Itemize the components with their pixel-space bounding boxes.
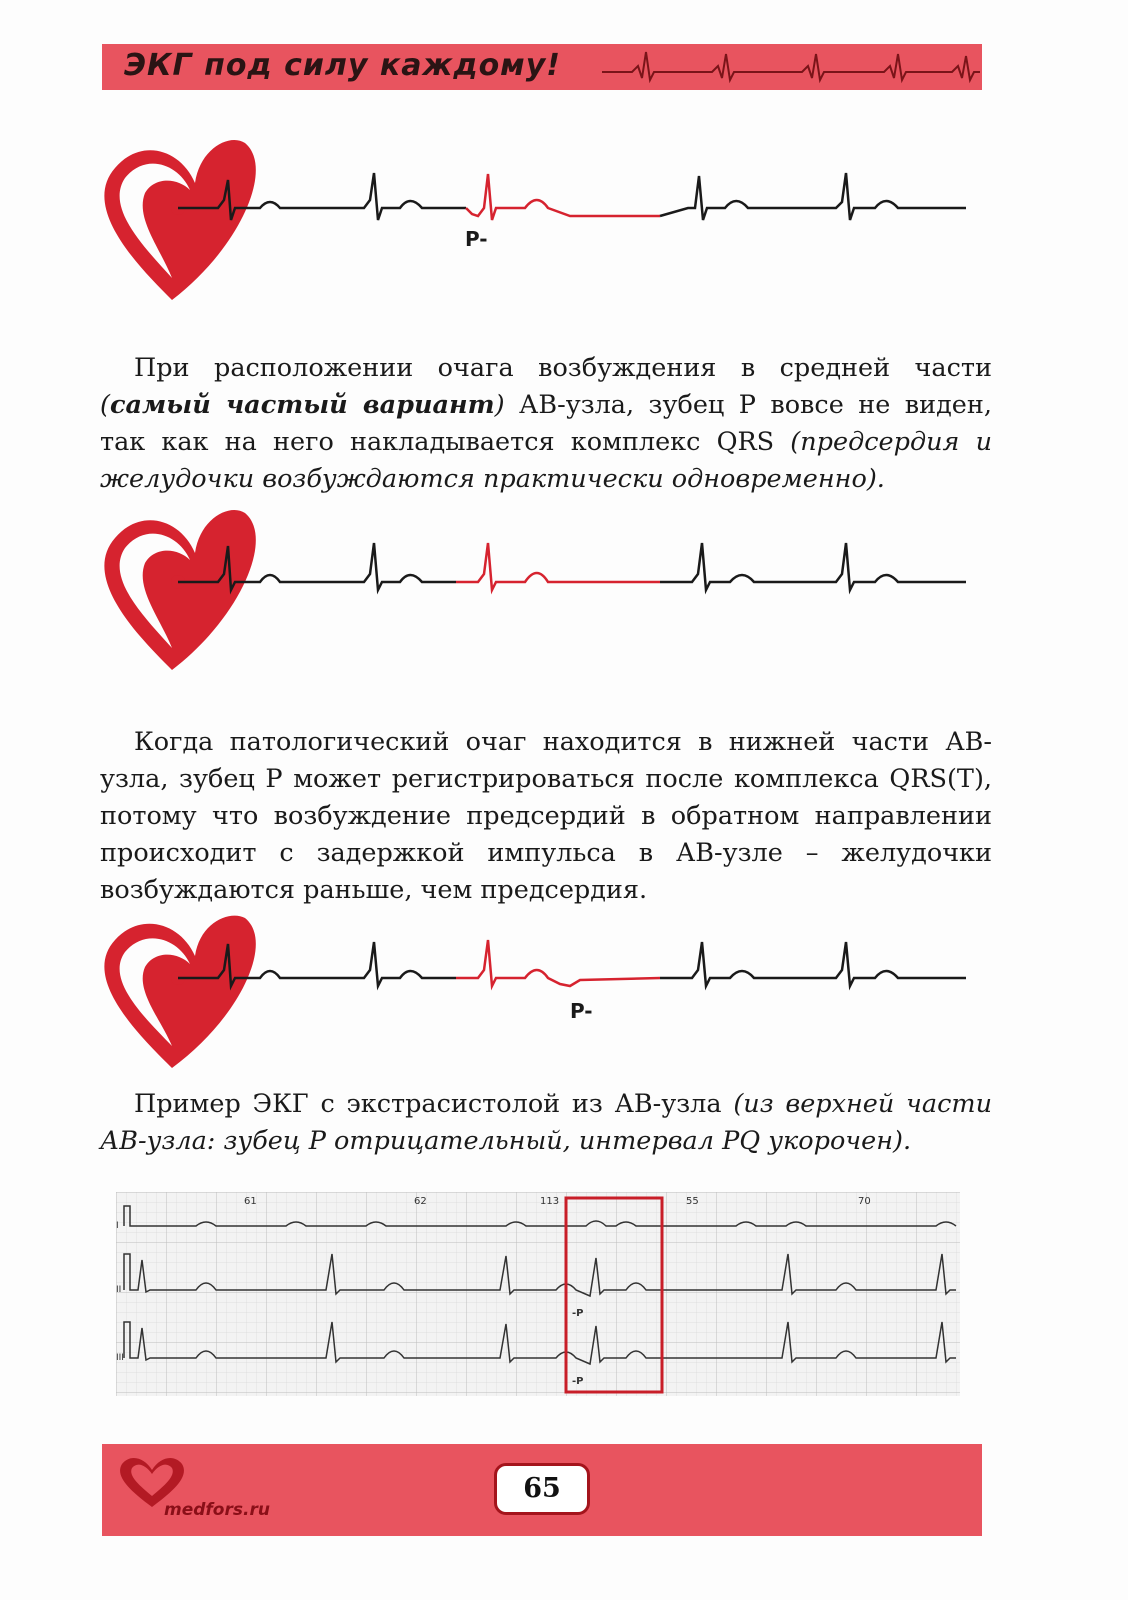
paragraph-middle-node: При расположении очага возбуждения в средней части (самый частый вариант) АВ-узла, зубец Р вовсе не виден, так как на него накладывается комплекс QRS (предсердия и желудочки возбуждаются практически одновременно).: [100, 353, 992, 494]
p-wave-label: P-: [465, 227, 488, 251]
lead-label: III: [116, 1353, 124, 1363]
paragraph-lower-node: Когда патологический очаг находится в нижней части АВ-узла, зубец Р может регистрироваться после комплекса QRS(T), потому что возбуждение предсердий в обратном направлении происходит с задержкой импульса в АВ-узле – желудочки возбуждаются раньше, чем предсердия.: [100, 727, 992, 905]
lead-label: I: [116, 1221, 119, 1231]
interval-label: 62: [414, 1196, 427, 1207]
interval-label: 70: [858, 1196, 871, 1207]
ecg-example-strip: [116, 1192, 960, 1396]
logo-text: medfors.ru: [164, 1500, 270, 1520]
header-ecg-icon: [602, 44, 980, 90]
p-wave-label: P-: [570, 999, 593, 1023]
ecg-diagram-2: [100, 498, 990, 678]
header-title: ЭКГ под силу каждому!: [124, 48, 561, 83]
p-wave-label: -P: [572, 1308, 584, 1319]
heart-icon: [104, 916, 255, 1068]
page-number: 65: [494, 1463, 590, 1515]
heart-icon: [104, 510, 255, 670]
interval-label: 113: [540, 1196, 560, 1207]
footer-bar: [102, 1444, 982, 1536]
p-wave-label: -P: [572, 1376, 584, 1387]
ecg-diagram-3: [100, 912, 990, 1072]
lead-label: II: [116, 1285, 122, 1295]
interval-label: 55: [686, 1196, 699, 1207]
paragraph-ecg-example: Пример ЭКГ с экстрасистолой из АВ-узла (из верхней части АВ-узла: зубец Р отрицательный, интервал PQ укорочен).: [100, 1089, 993, 1156]
ecg-diagram-1: [100, 128, 990, 308]
header-bar: [102, 44, 982, 90]
heart-icon: [104, 140, 255, 300]
interval-label: 61: [244, 1196, 257, 1207]
